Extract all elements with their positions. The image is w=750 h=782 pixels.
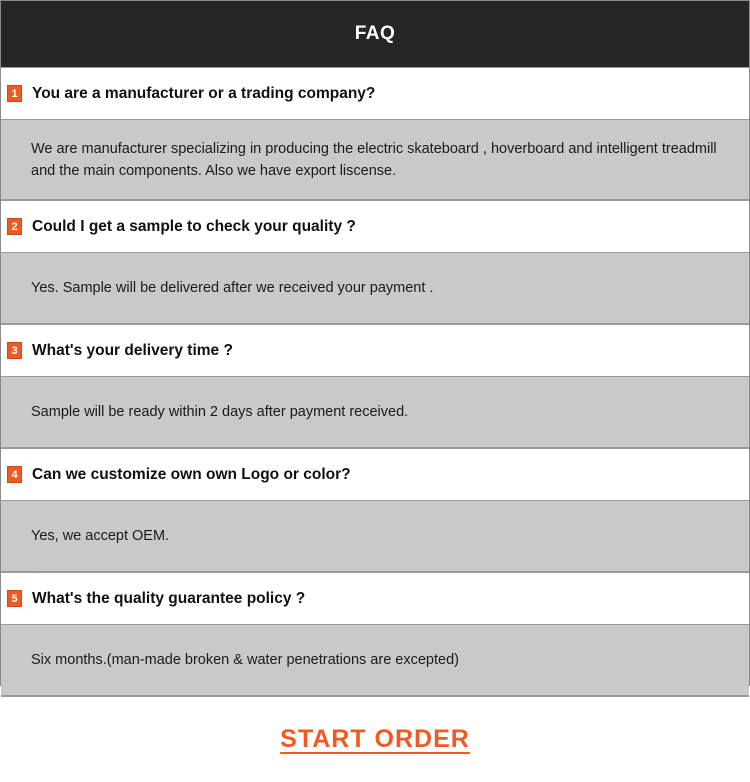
faq-number-badge: 4 xyxy=(7,466,22,483)
faq-answer-row xyxy=(1,253,749,324)
faq-item-1 xyxy=(1,67,749,200)
faq-footer xyxy=(1,696,749,782)
faq-answer-text: Six months.(man-made broken & water penetrations are excepted) xyxy=(31,652,459,668)
faq-header xyxy=(1,1,749,67)
start-order-button[interactable]: START ORDER xyxy=(280,725,470,753)
faq-answer-row xyxy=(1,120,749,200)
faq-answer-text: Sample will be ready within 2 days after payment received. xyxy=(31,404,409,420)
faq-question-text: Can we customize own own Logo or color? xyxy=(32,465,351,483)
faq-answer-text: We are manufacturer specializing in producing the electric skateboard , hoverboard and intelligent treadmill and the main components. Also we have export liscense. xyxy=(31,140,717,179)
faq-question-text: What's your delivery time ? xyxy=(32,341,233,359)
faq-number-badge: 5 xyxy=(7,590,22,607)
faq-question-row[interactable] xyxy=(1,324,749,377)
faq-answer-row xyxy=(1,625,749,696)
faq-item-2 xyxy=(1,200,749,324)
faq-number-badge: 3 xyxy=(7,342,22,359)
page-title: FAQ xyxy=(354,23,396,44)
faq-number-badge: 2 xyxy=(7,218,22,235)
faq-answer-text: Yes. Sample will be delivered after we received your payment . xyxy=(31,280,434,296)
faq-question-text: What's the quality guarantee policy ? xyxy=(32,589,306,607)
faq-list xyxy=(1,67,749,696)
faq-question-row[interactable] xyxy=(1,448,749,501)
faq-item-4 xyxy=(1,448,749,572)
faq-answer-text: Yes, we accept OEM. xyxy=(31,528,170,544)
faq-question-text: You are a manufacturer or a trading company? xyxy=(32,84,376,102)
faq-question-row[interactable] xyxy=(1,200,749,253)
faq-number-badge: 1 xyxy=(7,85,22,102)
faq-question-text: Could I get a sample to check your quality ? xyxy=(32,217,356,235)
faq-item-5 xyxy=(1,572,749,696)
faq-answer-row xyxy=(1,501,749,572)
faq-question-row[interactable] xyxy=(1,67,749,120)
faq-item-3 xyxy=(1,324,749,448)
faq-question-row[interactable] xyxy=(1,572,749,625)
faq-answer-row xyxy=(1,377,749,448)
